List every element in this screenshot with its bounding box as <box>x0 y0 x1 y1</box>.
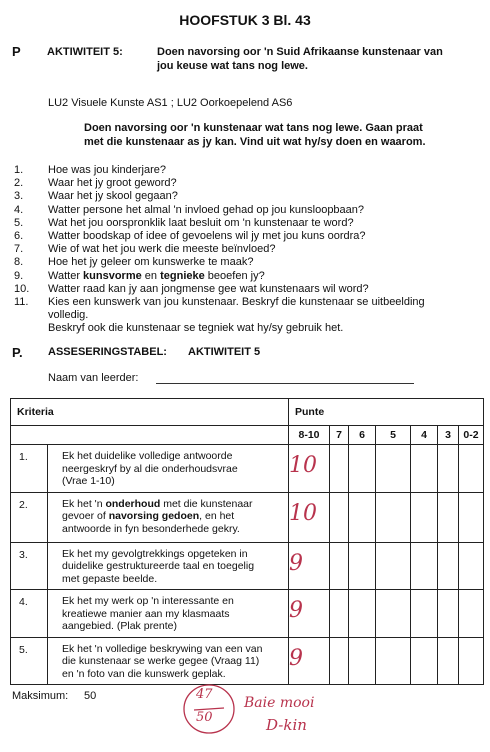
activity-heading-line2: jou keuse wat tans nog lewe. <box>157 60 308 72</box>
table-row: 2. Ek het 'n onderhoud met die kunstenaar gevoer of navorsing gedoen, en het antwoorde in fyn besonderhede gekry. 10 <box>11 492 484 542</box>
list-item: Beskryf ook die kunstenaar se tegniek wat hy/sy gebruik het. <box>48 322 344 335</box>
learner-name-field[interactable] <box>156 383 414 384</box>
score-cell: 10 <box>289 492 330 542</box>
learner-name-label: Naam van leerder: <box>48 372 139 384</box>
score-cell: 9 <box>289 542 330 590</box>
score-cell: 9 <box>289 590 330 638</box>
maximum-value: 50 <box>84 690 97 702</box>
learning-outcomes: LU2 Visuele Kunste AS1 ; LU2 Oorkoepelend AS6 <box>48 97 293 109</box>
table-row: 1. Ek het duidelike volledige antwoorde neergeskryf by al die onderhoudsvrae (Vrae 1-10) 10 <box>11 445 484 493</box>
maximum-label: Maksimum: <box>12 690 69 702</box>
table-row: 5. Ek het 'n volledige beskrywing van een van die kunstenaar se werke gegee (Vraag 11) en 'n foto van die kunswerk geplak. 9 <box>11 637 484 685</box>
assessment-table <box>10 398 484 685</box>
table-row: 4. Ek het my werk op 'n interessante en kreatiewe manier aan my klasmaats aangebied. (Plak prente) 9 <box>11 590 484 638</box>
score-cell: 10 <box>289 445 330 493</box>
points-header: Punte <box>289 399 484 426</box>
list-item: 4. Watter persone het almal 'n invloed gehad op jou kunsloopbaan? <box>14 203 365 216</box>
total-out-of: 50 <box>196 710 213 725</box>
table-row: 3. Ek het my gevolgtrekkings opgeteken in duidelike gestruktureerde taal en toegelig met gepaste beelde. 9 <box>11 542 484 590</box>
activity-label: AKTIWITEIT 5: <box>47 46 123 58</box>
activity-marker: P <box>12 44 21 59</box>
points-column: 6 <box>349 426 376 445</box>
criteria-header: Kriteria <box>11 399 289 426</box>
list-item: 10. Watter raad kan jy aan jongmense gee wat kunstenaars wil word? <box>14 282 369 295</box>
points-column: 4 <box>411 426 438 445</box>
total-score: 47 <box>196 687 213 702</box>
list-item: 6. Watter boodskap of idee of gevoelens wil jy met jou kuns oordra? <box>14 230 366 243</box>
list-item: 9. Watter kunsvorme en tegnieke beoefen jy? <box>14 269 265 282</box>
score-cell: 9 <box>289 637 330 685</box>
assessment-label: ASSESERINGSTABEL: <box>48 346 167 358</box>
points-column: 8-10 <box>289 426 330 445</box>
instruction-line2: met die kunstenaar as jy kan. Vind uit wat hy/sy doen en waarom. <box>84 136 426 148</box>
list-item: 2. Waar het jy groot geword? <box>14 177 177 190</box>
assessment-marker: P. <box>12 345 23 360</box>
points-column: 5 <box>376 426 411 445</box>
activity-heading-line1: Doen navorsing oor 'n Suid Afrikaanse kunstenaar van <box>157 46 443 58</box>
page-title: HOOFSTUK 3 Bl. 43 <box>179 12 311 28</box>
points-column: 7 <box>330 426 349 445</box>
teacher-signature: D-kin <box>266 716 307 734</box>
list-item: 8. Hoe het jy geleer om kunswerke te maak? <box>14 256 254 269</box>
question-list <box>14 164 474 336</box>
list-item: 3. Waar het jy skool gegaan? <box>14 190 178 203</box>
list-item: 7. Wie of wat het jou werk die meeste beïnvloed? <box>14 243 276 256</box>
instruction-line1: Doen navorsing oor 'n kunstenaar wat tans nog lewe. Gaan praat <box>84 122 423 134</box>
list-item: 1. Hoe was jou kinderjare? <box>14 164 167 176</box>
assessment-activity: AKTIWITEIT 5 <box>188 346 261 358</box>
points-column: 0-2 <box>459 426 484 445</box>
list-item: 5. Wat het jou oorspronklik laat besluit om 'n kunstenaar te word? <box>14 216 354 229</box>
teacher-comment: Baie mooi <box>244 695 315 711</box>
points-column: 3 <box>438 426 459 445</box>
list-item: 11. Kies een kunswerk van jou kunstenaar. Beskryf die kunstenaar se uitbeelding volledig. <box>14 296 425 322</box>
